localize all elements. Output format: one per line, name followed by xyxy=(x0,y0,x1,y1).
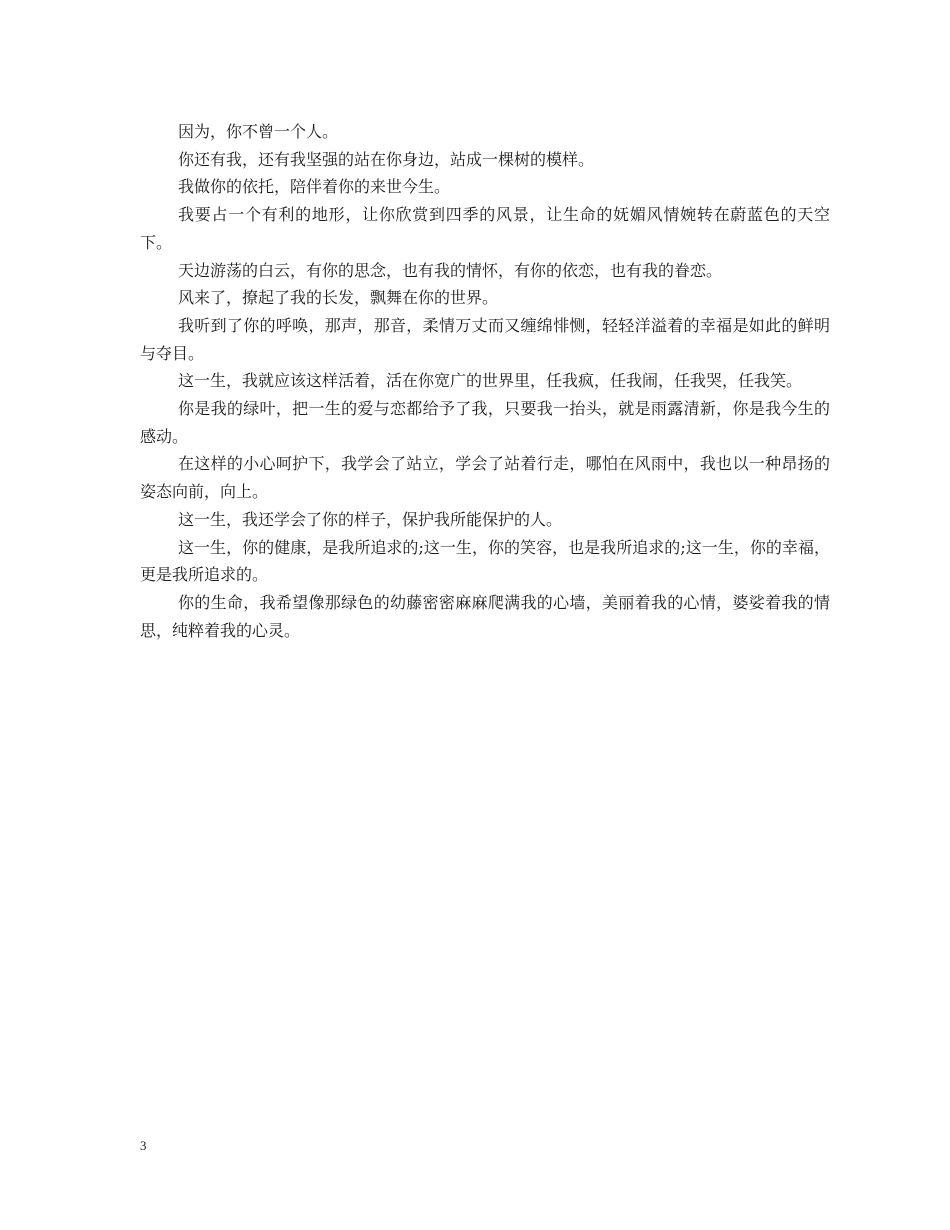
paragraph: 你还有我，还有我坚强的站在你身边，站成一棵树的模样。 xyxy=(178,149,595,169)
paragraph: 天边游荡的白云，有你的思念，也有我的情怀，有你的依恋，也有我的眷恋。 xyxy=(178,260,723,280)
paragraph: 你是我的绿叶，把一生的爱与恋都给予了我，只要我一抬头，就是雨露清新，你是我今生的感动。 xyxy=(140,399,830,446)
paragraph: 我做你的依托，陪伴着你的来世今生。 xyxy=(178,177,451,197)
paragraph: 在这样的小心呵护下，我学会了站立，学会了站着行走，哪怕在风雨中，我也以一种昂扬的姿态向前，向上。 xyxy=(140,454,830,502)
document-body xyxy=(140,118,830,644)
page-number: 3 xyxy=(140,1138,147,1153)
paragraph: 因为，你不曾一个人。 xyxy=(178,122,339,141)
paragraph: 风来了，撩起了我的长发，飘舞在你的世界。 xyxy=(178,288,499,308)
paragraph: 这一生，你的健康，是我所追求的;这一生，你的笑容，也是我所追求的;这一生，你的幸福，更是我所追求的。 xyxy=(140,537,830,585)
paragraph: 我听到了你的呼唤，那声，那音，柔情万丈而又缠绵悱恻，轻轻洋溢着的幸福是如此的鲜明与夺目。 xyxy=(140,315,830,363)
paragraph: 这一生，我还学会了你的样子，保护我所能保护的人。 xyxy=(178,509,563,529)
paragraph: 这一生，我就应该这样活着，活在你宽广的世界里，任我疯，任我闹，任我哭，任我笑。 xyxy=(178,371,803,391)
paragraph: 你的生命，我希望像那绿色的幼藤密密麻麻爬满我的心墙，美丽着我的心情，婆娑着我的情思，纯粹着我的心灵。 xyxy=(140,592,830,640)
paragraph: 我要占一个有利的地形，让你欣赏到四季的风景，让生命的妩媚风情婉转在蔚蓝色的天空下。 xyxy=(140,205,830,252)
